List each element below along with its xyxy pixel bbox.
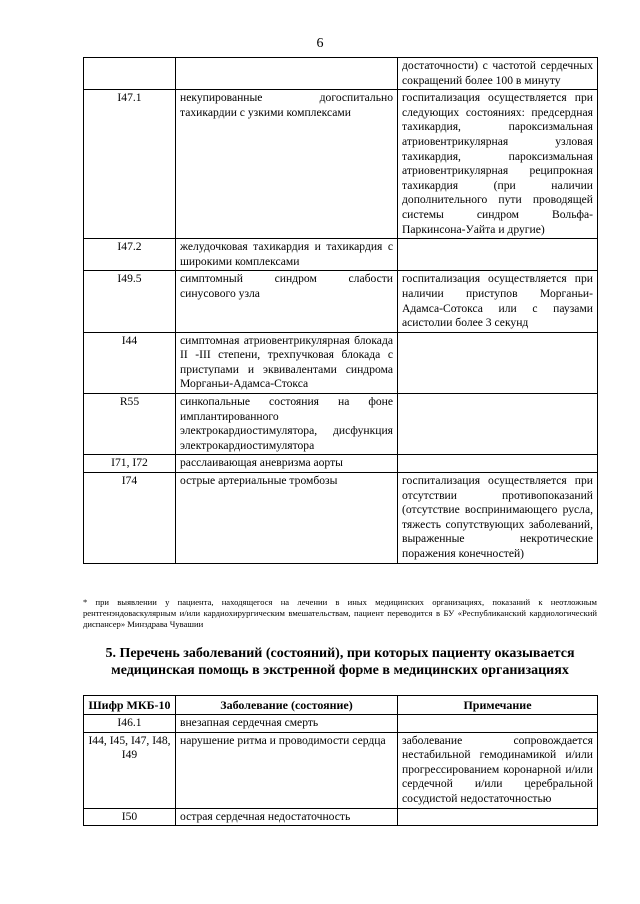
condition-cell: желудочковая тахикардия и тахикардия с широкими комплексами xyxy=(176,239,398,271)
table-row xyxy=(84,455,598,473)
note-cell xyxy=(398,332,598,393)
condition-cell: расслаивающая аневризма аорты xyxy=(176,455,398,473)
icd-code-cell: I47.1 xyxy=(84,90,176,239)
icd-code-cell: I46.1 xyxy=(84,715,176,733)
icd-code-cell: I49.5 xyxy=(84,271,176,332)
condition-cell: симптомный синдром слабости синусового узла xyxy=(176,271,398,332)
header-note: Примечание xyxy=(398,696,598,715)
table-row xyxy=(84,808,598,826)
condition-cell: острые артериальные тромбозы xyxy=(176,473,398,564)
footnote: * при выявлении у пациента, находящегося на лечении в иных медицинских организациях, показаний к неотложным рентгенэндоваскулярным и/или кардиохирургическим вмешательствам, пациент переводится в БУ «Республиканский кардиологический диспансер» Минздрава Чувашии xyxy=(83,597,597,629)
table-row xyxy=(84,394,598,455)
note-cell xyxy=(398,808,598,826)
note-cell xyxy=(398,394,598,455)
icd-code-cell: I50 xyxy=(84,808,176,826)
note-cell xyxy=(398,455,598,473)
table-row xyxy=(84,239,598,271)
table-row xyxy=(84,332,598,393)
table-row xyxy=(84,715,598,733)
section-heading xyxy=(60,645,620,679)
table-row xyxy=(84,732,598,808)
icd-code-cell: I44, I45, I47, I48, I49 xyxy=(84,732,176,808)
table-header-row xyxy=(84,696,598,715)
section-heading-line-1: 5. Перечень заболеваний (состояний), при которых пациенту оказывается xyxy=(105,646,575,661)
icd-code-cell: I74 xyxy=(84,473,176,564)
header-condition: Заболевание (состояние) xyxy=(176,696,398,715)
icd-code-cell xyxy=(84,58,176,90)
table-row xyxy=(84,90,598,239)
page-number: 6 xyxy=(316,36,324,51)
header-icd-code: Шифр МКБ-10 xyxy=(84,696,176,715)
icd-code-cell: I44 xyxy=(84,332,176,393)
emergency-conditions-table xyxy=(83,695,598,826)
condition-cell xyxy=(176,58,398,90)
condition-cell: внезапная сердечная смерть xyxy=(176,715,398,733)
icd-code-cell: R55 xyxy=(84,394,176,455)
note-cell: достаточности) с частотой сердечных сокращений более 100 в минуту xyxy=(398,58,598,90)
icd-code-cell: I47.2 xyxy=(84,239,176,271)
condition-cell: синкопальные состояния на фоне имплантированного электрокардиостимулятора, дисфункция электрокардиостимулятора xyxy=(176,394,398,455)
section-heading-line-2: медицинская помощь в экстренной форме в медицинских организациях xyxy=(111,663,569,678)
note-cell xyxy=(398,715,598,733)
note-cell: госпитализация осуществляется при наличии приступов Морганьи-Адамса-Сотокса или с паузами асистолии более 3 секунд xyxy=(398,271,598,332)
condition-cell: некупированные догоспитально тахикардии с узкими комплексами xyxy=(176,90,398,239)
condition-cell: нарушение ритма и проводимости сердца xyxy=(176,732,398,808)
note-cell: госпитализация осуществляется при отсутствии противопоказаний (отсутствие воспринимающего русла, тяжесть сопутствующих заболеваний, выраженные некротические поражения конечностей) xyxy=(398,473,598,564)
note-cell: госпитализация осуществляется при следующих состояниях: предсердная тахикардия, пароксизмальная атриовентрикулярная узловая тахикардия, пароксизмальная атриовентрикулярная реципрокная тахикардия (при наличии дополнительного пути проводящей системы синдром Вольфа-Паркинсона-Уайта и другие) xyxy=(398,90,598,239)
condition-cell: острая сердечная недостаточность xyxy=(176,808,398,826)
table-row xyxy=(84,271,598,332)
note-cell xyxy=(398,239,598,271)
table-row xyxy=(84,473,598,564)
diagnosis-table-continued xyxy=(83,57,598,564)
note-cell: заболевание сопровождается нестабильной гемодинамикой и/или прогрессированием коронарной и/или сердечной и/или церебральной сосудистой недостаточностью xyxy=(398,732,598,808)
icd-code-cell: I71, I72 xyxy=(84,455,176,473)
table-row xyxy=(84,58,598,90)
condition-cell: симптомная атриовентрикулярная блокада II -III степени, трехпучковая блокада с приступами и эквивалентами синдрома Морганьи-Адамса-Стокса xyxy=(176,332,398,393)
